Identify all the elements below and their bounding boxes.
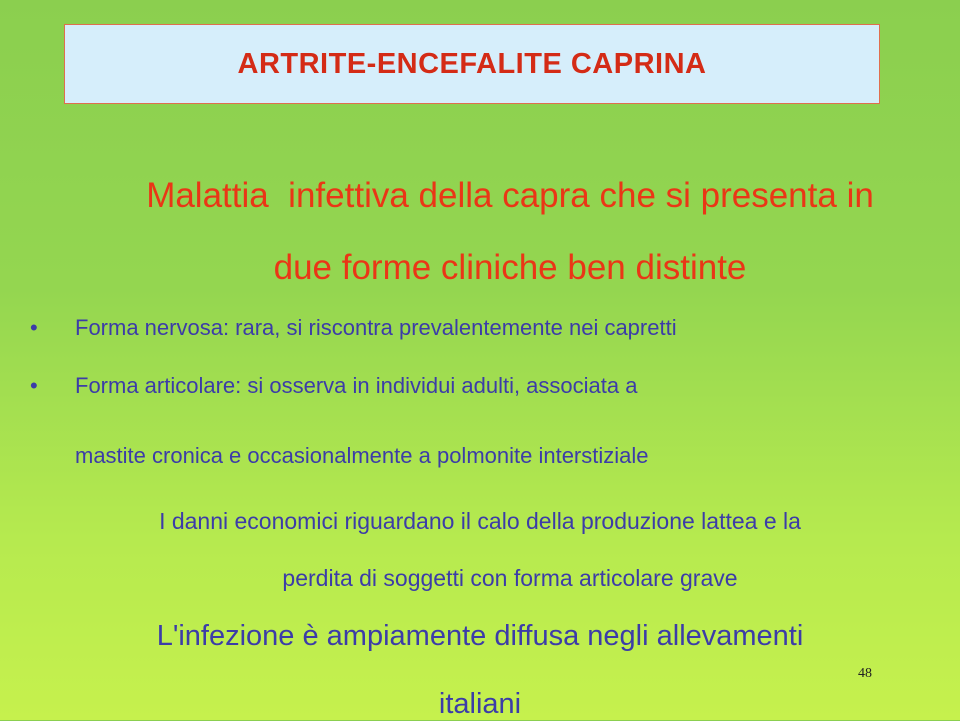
- bullet-continuation: mastite cronica e occasionalmente a polmonite interstiziale: [75, 443, 649, 468]
- intro-line-2: due forme cliniche ben distinte: [273, 248, 747, 287]
- bullet-item-nervosa: [30, 315, 677, 341]
- bullet-marker: •: [30, 373, 38, 398]
- bullet-marker: •: [30, 315, 38, 340]
- conclusion-line-2: italiani: [438, 688, 522, 720]
- bullet-text: Forma articolare: si osserva in individui adulti, associata a: [75, 373, 638, 398]
- page-number: 48: [858, 666, 872, 681]
- economic-line-2: perdita di soggetti con forma articolare grave: [282, 565, 738, 591]
- intro-text: [40, 160, 960, 304]
- bullet-item-articolare: [30, 373, 637, 399]
- conclusion-line-1: L'infezione è ampiamente diffusa negli allevamenti: [156, 620, 804, 652]
- economic-line-1: I danni economici riguardano il calo della produzione lattea e la: [159, 508, 801, 534]
- title-box: [64, 24, 880, 104]
- slide-title: ARTRITE-ENCEFALITE CAPRINA: [237, 47, 707, 80]
- intro-line-1: Malattia infettiva della capra che si presenta in: [146, 176, 874, 215]
- bullet-text: Forma nervosa: rara, si riscontra prevalentemente nei capretti: [75, 315, 677, 340]
